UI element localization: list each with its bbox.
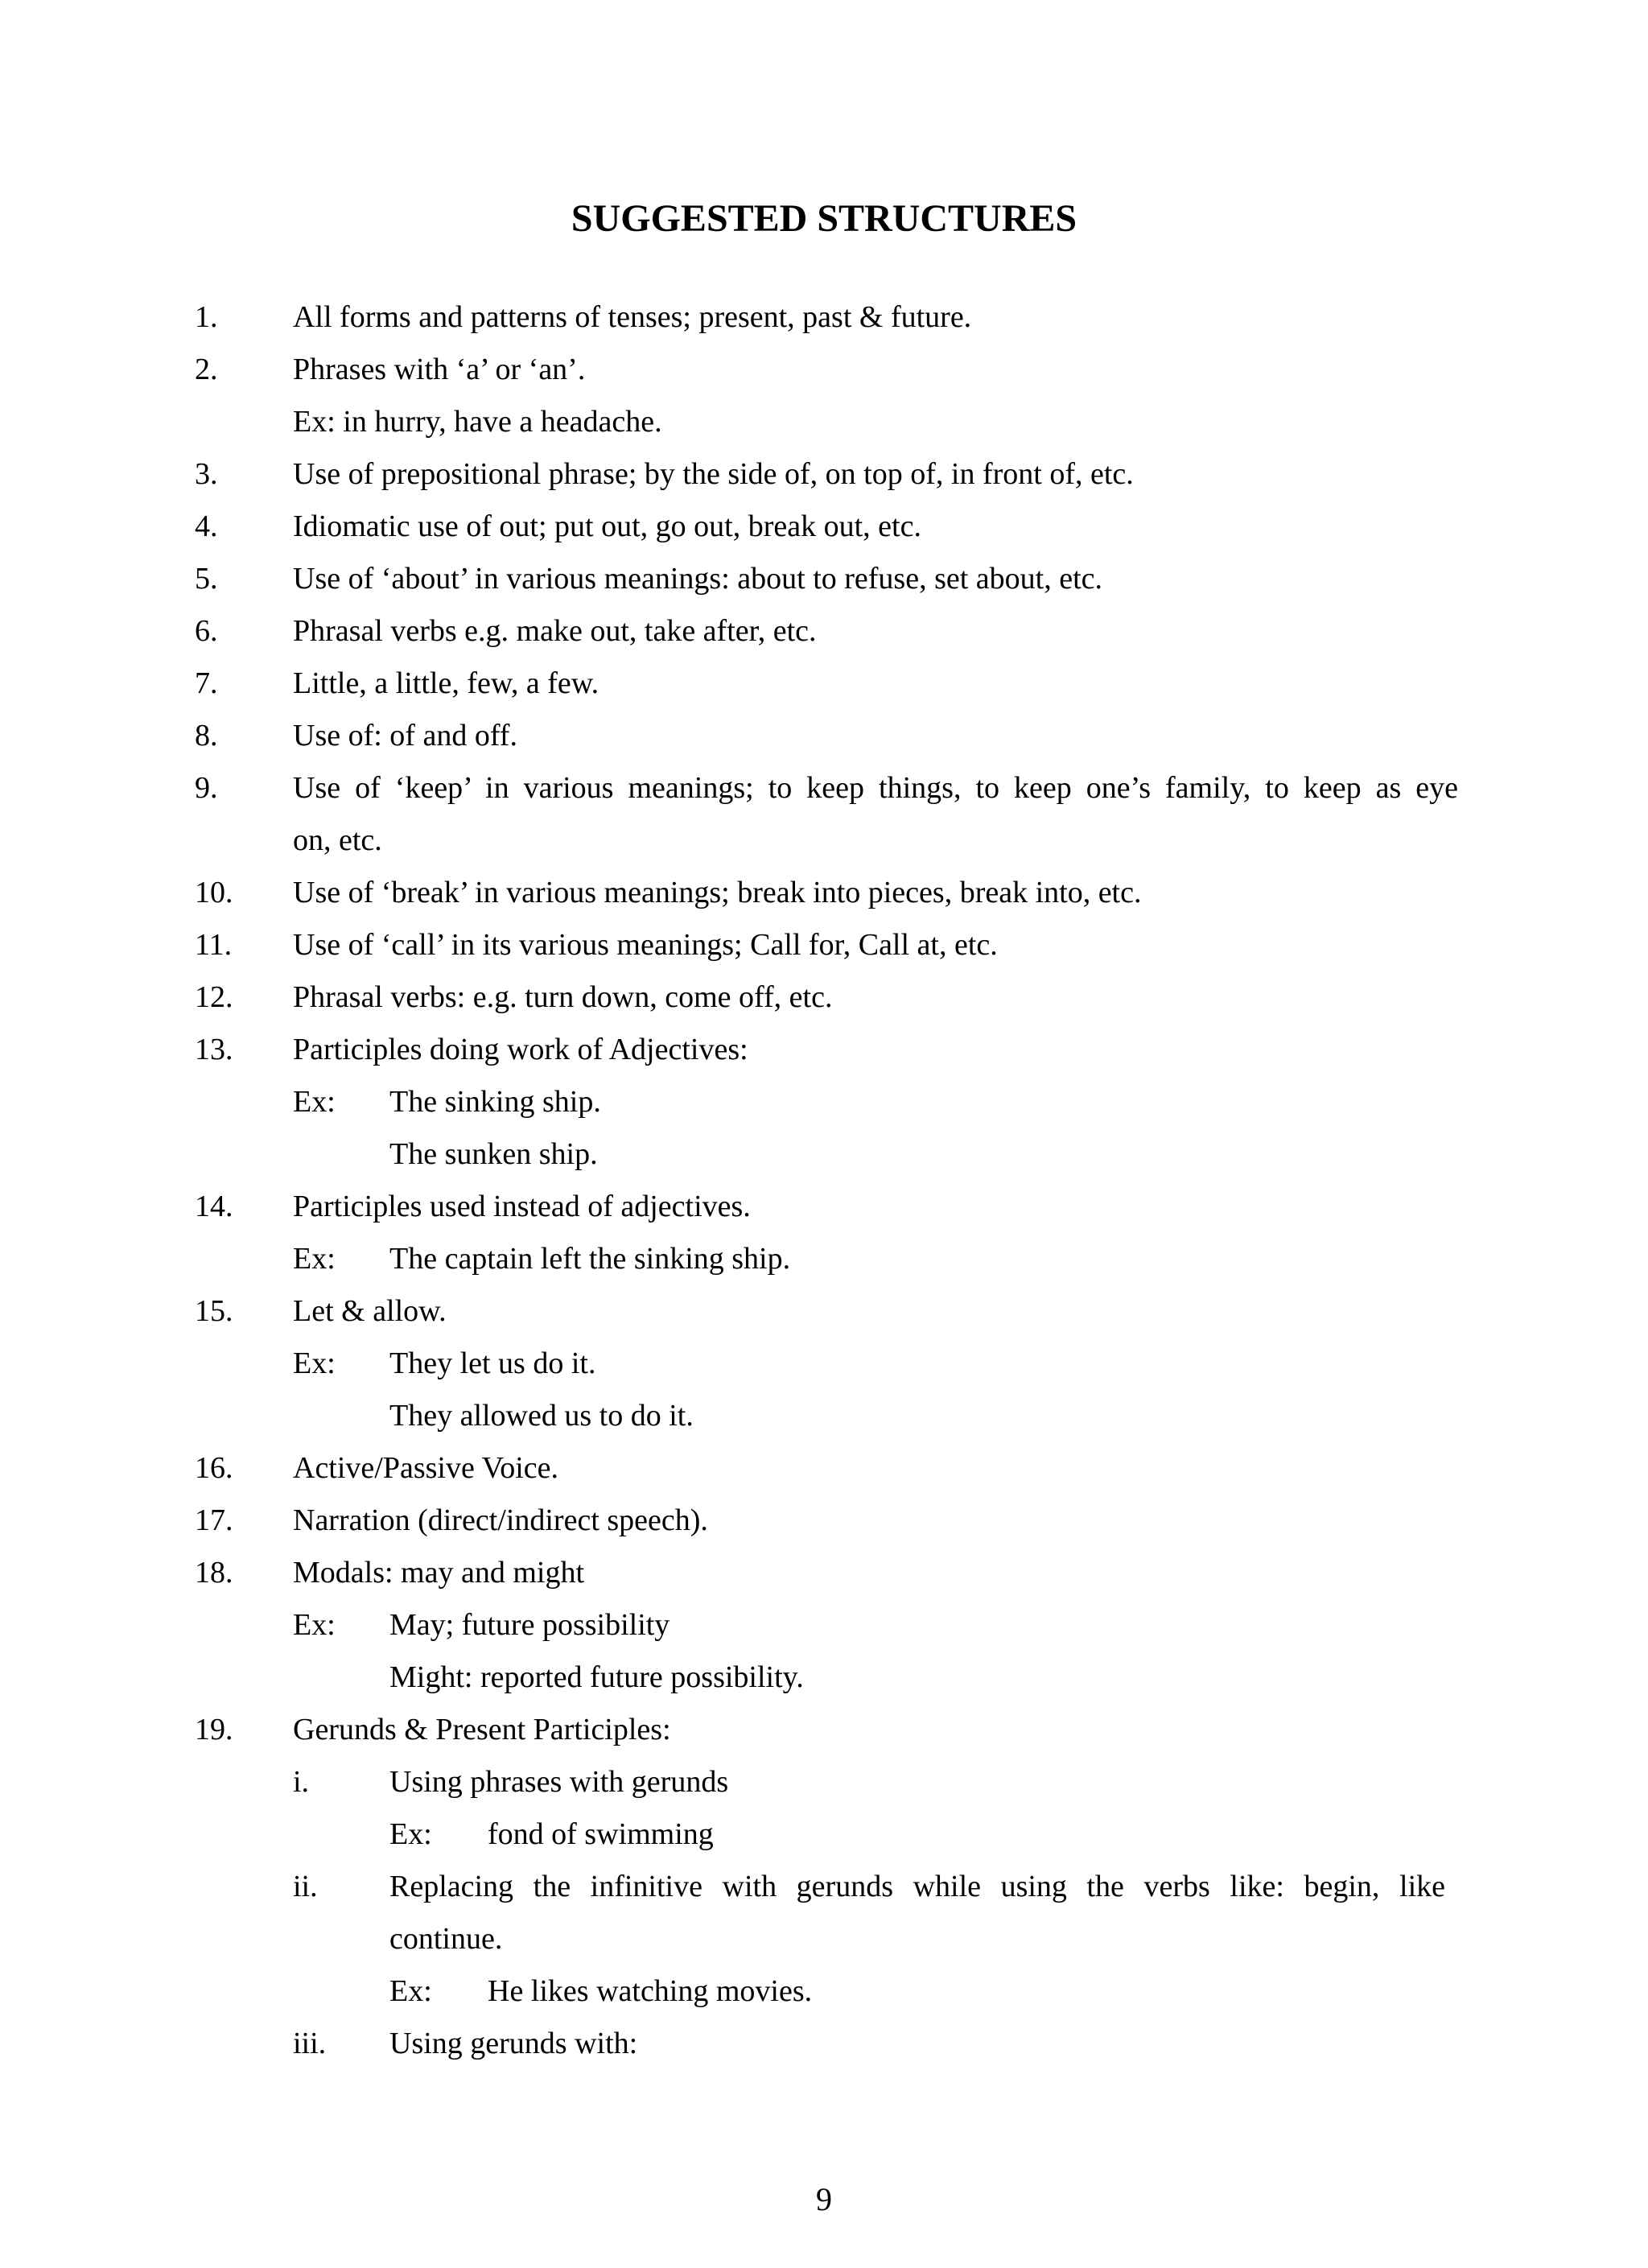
item-text: Phrasal verbs: e.g. turn down, come off, etc.	[293, 980, 833, 1014]
item-number: 19.	[195, 1713, 233, 1746]
item-text: Participles used instead of adjectives.	[293, 1190, 751, 1223]
item-text: Little, a little, few, a few.	[293, 666, 599, 700]
list-item	[0, 710, 1648, 762]
list-item	[0, 1285, 1648, 1338]
list-item	[0, 867, 1648, 919]
example-text: fond of swimming	[488, 1817, 714, 1851]
example-line	[0, 396, 1648, 448]
item-number: 7.	[195, 666, 218, 700]
example-label: Ex:	[389, 1974, 432, 2008]
item-number: 15.	[195, 1294, 233, 1328]
item-number: 11.	[195, 928, 233, 962]
list-item	[0, 501, 1648, 553]
item-number: 14.	[195, 1190, 233, 1223]
example-label: Ex:	[293, 1346, 336, 1380]
item-number: 2.	[195, 353, 218, 386]
example-line	[0, 1808, 1648, 1861]
item-text: Gerunds & Present Participles:	[293, 1713, 671, 1746]
continuation-line	[0, 814, 1648, 867]
page-title: SUGGESTED STRUCTURES	[571, 197, 1077, 240]
example-label: Ex:	[293, 1242, 336, 1276]
example-line	[0, 1338, 1648, 1390]
sub-item-text-continued: continue.	[389, 1922, 503, 1956]
list-item	[0, 658, 1648, 710]
item-text: Use of ‘about’ in various meanings: about to refuse, set about, etc.	[293, 562, 1103, 596]
item-text: Narration (direct/indirect speech).	[293, 1503, 708, 1537]
sub-item-number: iii.	[293, 2027, 327, 2060]
item-number: 16.	[195, 1451, 233, 1485]
list-item	[0, 1181, 1648, 1233]
sub-item-text: Using gerunds with:	[389, 2027, 638, 2060]
example-label: Ex:	[293, 1608, 336, 1642]
item-text: Modals: may and might	[293, 1556, 585, 1590]
page-number: 9	[816, 2181, 832, 2217]
sub-list-item	[0, 1756, 1648, 1808]
list-item	[0, 762, 1648, 814]
item-text: Use of ‘break’ in various meanings; break into pieces, break into, etc.	[293, 876, 1142, 909]
example-label: Ex:	[389, 1817, 432, 1851]
list-item	[0, 1442, 1648, 1495]
item-number: 18.	[195, 1556, 233, 1590]
example-line	[0, 1652, 1648, 1704]
item-text: Participles doing work of Adjectives:	[293, 1033, 748, 1066]
list-item	[0, 1704, 1648, 1756]
example-text: They allowed us to do it.	[389, 1399, 694, 1433]
example-text: Ex: in hurry, have a headache.	[293, 405, 662, 439]
example-line	[0, 1390, 1648, 1442]
sub-item-text: Replacing the infinitive with gerunds while using the verbs like: begin, like	[389, 1870, 1445, 1903]
list-item	[0, 605, 1648, 658]
item-number: 8.	[195, 719, 218, 753]
example-line	[0, 1233, 1648, 1285]
item-number: 5.	[195, 562, 218, 596]
example-text: The sunken ship.	[389, 1137, 598, 1171]
item-text: Use of ‘keep’ in various meanings; to keep things, to keep one’s family, to keep as eye	[293, 771, 1458, 805]
example-line	[0, 1599, 1648, 1652]
example-line	[0, 1128, 1648, 1181]
list-item	[0, 919, 1648, 971]
sub-item-text: Using phrases with gerunds	[389, 1765, 729, 1799]
item-number: 17.	[195, 1503, 233, 1537]
item-number: 10.	[195, 876, 233, 909]
sub-item-number: i.	[293, 1765, 310, 1799]
example-text: They let us do it.	[389, 1346, 596, 1380]
list-item	[0, 971, 1648, 1024]
continuation-line	[0, 1913, 1648, 1965]
sub-list-item	[0, 2018, 1648, 2070]
item-number: 12.	[195, 980, 233, 1014]
item-text: Idiomatic use of out; put out, go out, break out, etc.	[293, 509, 921, 543]
list-item	[0, 1547, 1648, 1599]
example-text: The captain left the sinking ship.	[389, 1242, 791, 1276]
item-text: All forms and patterns of tenses; present, past & future.	[293, 300, 972, 334]
example-line	[0, 1076, 1648, 1128]
example-text: Might: reported future possibility.	[389, 1660, 804, 1694]
item-text: Phrases with ‘a’ or ‘an’.	[293, 353, 586, 386]
item-text: Phrasal verbs e.g. make out, take after, etc.	[293, 614, 817, 648]
item-number: 13.	[195, 1033, 233, 1066]
item-text: Let & allow.	[293, 1294, 447, 1328]
item-number: 1.	[195, 300, 218, 334]
list-item	[0, 1024, 1648, 1076]
list-item	[0, 1495, 1648, 1547]
item-text-continued: on, etc.	[293, 823, 382, 857]
example-text: He likes watching movies.	[488, 1974, 813, 2008]
example-label: Ex:	[293, 1085, 336, 1119]
sub-item-number: ii.	[293, 1870, 318, 1903]
list-item	[0, 344, 1648, 396]
item-number: 6.	[195, 614, 218, 648]
item-text: Active/Passive Voice.	[293, 1451, 558, 1485]
sub-list-item	[0, 1861, 1648, 1913]
structures-list	[0, 291, 1648, 2070]
example-text: The sinking ship.	[389, 1085, 601, 1119]
example-text: May; future possibility	[389, 1608, 670, 1642]
item-number: 9.	[195, 771, 218, 805]
item-number: 4.	[195, 509, 218, 543]
list-item	[0, 553, 1648, 605]
example-line	[0, 1965, 1648, 2018]
item-text: Use of prepositional phrase; by the side of, on top of, in front of, etc.	[293, 457, 1134, 491]
item-number: 3.	[195, 457, 218, 491]
item-text: Use of: of and off.	[293, 719, 517, 753]
list-item	[0, 291, 1648, 344]
list-item	[0, 448, 1648, 501]
item-text: Use of ‘call’ in its various meanings; Call for, Call at, etc.	[293, 928, 998, 962]
